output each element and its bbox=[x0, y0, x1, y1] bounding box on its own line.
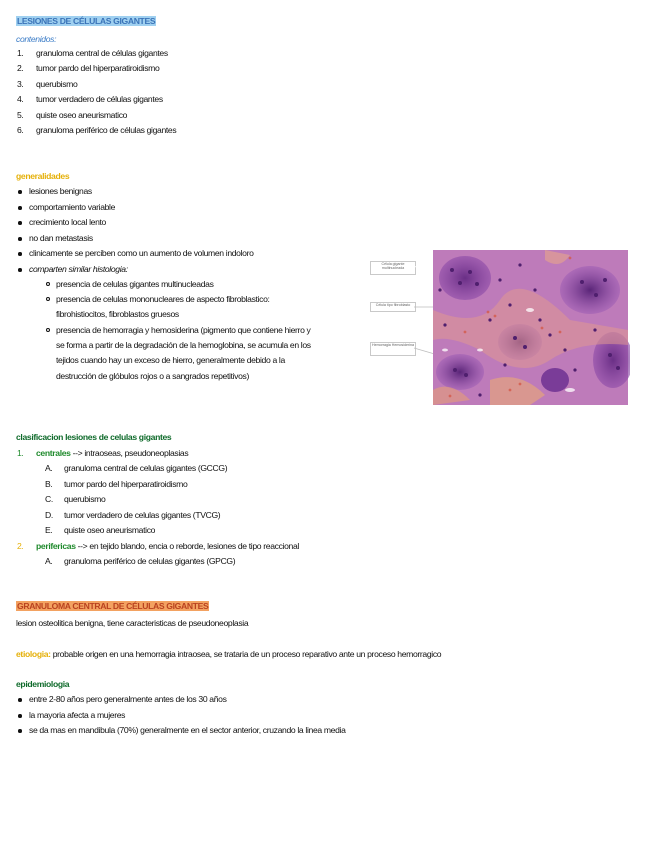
list-item: crecimiento local lento bbox=[29, 217, 106, 227]
centrales-label: centrales bbox=[36, 448, 71, 458]
perifericas-label: perifericas bbox=[36, 541, 76, 551]
list-item: granuloma central de celulas gigantes (GCCG) bbox=[64, 463, 228, 473]
list-item: granuloma periférico de celulas gigantes (GPCG) bbox=[64, 556, 236, 566]
list-letter: A. bbox=[45, 463, 53, 473]
sub-list-item: presencia de hemorragia y hemosiderina (pigmento que contiene hierro y bbox=[56, 325, 311, 335]
list-item: se da mas en mandibula (70%) generalmente en el sector anterior, cruzando la linea media bbox=[29, 725, 346, 735]
list-item-centrales bbox=[36, 448, 188, 458]
list-item: no dan metastasis bbox=[29, 233, 93, 243]
bullet-icon bbox=[18, 268, 22, 272]
list-letter: B. bbox=[45, 479, 53, 489]
sub-list-item: presencia de celulas mononucleares de aspecto fibroblastico: bbox=[56, 294, 270, 304]
bullet-icon bbox=[18, 729, 22, 733]
list-item: quiste oseo aneurismatico bbox=[36, 110, 128, 120]
bullet-icon bbox=[18, 237, 22, 241]
circle-bullet-icon bbox=[46, 328, 50, 332]
list-item-histology: comparten similar histologia: bbox=[29, 264, 128, 274]
list-item-perifericas bbox=[36, 541, 299, 551]
list-number: 3. bbox=[17, 79, 24, 89]
circle-bullet-icon bbox=[46, 282, 50, 286]
etiology-text: probable origen en una hemorragia intraosea, se trataria de un proceso reparativo ante un proceso hemorragico bbox=[50, 649, 442, 659]
list-number: 1. bbox=[17, 48, 24, 58]
bullet-icon bbox=[18, 190, 22, 194]
list-number: 4. bbox=[17, 94, 24, 104]
list-item: querubismo bbox=[36, 79, 78, 89]
perifericas-desc: --> en tejido blando, encia o reborde, lesiones de tipo reaccional bbox=[75, 541, 299, 551]
list-item: comportamiento variable bbox=[29, 202, 116, 212]
list-item: tumor verdadero de celulas gigantes (TVCG) bbox=[64, 510, 221, 520]
list-item: lesiones benignas bbox=[29, 186, 92, 196]
centrales-desc: --> intraoseas, pseudoneoplasias bbox=[70, 448, 189, 458]
bullet-icon bbox=[18, 221, 22, 225]
bullet-icon bbox=[18, 206, 22, 210]
section-heading-clasificacion: clasificacion lesiones de celulas gigantes bbox=[16, 432, 172, 442]
list-number: 2. bbox=[17, 541, 24, 551]
figure-label: Célula tipo fibroblasto bbox=[370, 302, 416, 312]
section-heading-gccg: GRANULOMA CENTRAL DE CÉLULAS GIGANTES bbox=[17, 601, 209, 611]
list-letter: E. bbox=[45, 525, 53, 535]
etiology-line bbox=[16, 649, 441, 659]
figure-label: Célula gigante multinucleada bbox=[370, 261, 416, 275]
list-item: tumor pardo del hiperparatiroidismo bbox=[36, 63, 160, 73]
bullet-icon bbox=[18, 714, 22, 718]
section-heading-generalidades: generalidades bbox=[16, 171, 70, 181]
sub-list-item-cont: tejidos cuando hay un exceso de hierro, generalmente debido a la bbox=[56, 355, 285, 365]
list-item: querubismo bbox=[64, 494, 106, 504]
list-number: 2. bbox=[17, 63, 24, 73]
list-letter: D. bbox=[45, 510, 53, 520]
list-item: tumor verdadero de células gigantes bbox=[36, 94, 163, 104]
sub-list-item-cont: destrucción de glóbulos rojos o a sangrados repetitivos) bbox=[56, 371, 249, 381]
sub-list-item-cont: fibrohistiocitos, fibroblastos gruesos bbox=[56, 309, 179, 319]
histology-micrograph bbox=[370, 250, 630, 406]
bullet-icon bbox=[18, 252, 22, 256]
list-number: 1. bbox=[17, 448, 24, 458]
list-item: granuloma central de células gigantes bbox=[36, 48, 168, 58]
circle-bullet-icon bbox=[46, 297, 50, 301]
list-item: entre 2-80 años pero generalmente antes de los 30 años bbox=[29, 694, 227, 704]
list-number: 5. bbox=[17, 110, 24, 120]
list-item: clinicamente se perciben como un aumento de volumen indoloro bbox=[29, 248, 254, 258]
page-title: LESIONES DE CÉLULAS GIGANTES bbox=[17, 16, 156, 26]
section-heading-epidemiologia: epidemiologia bbox=[16, 679, 70, 689]
bullet-icon bbox=[18, 698, 22, 702]
list-item: granuloma periférico de células gigantes bbox=[36, 125, 177, 135]
list-number: 6. bbox=[17, 125, 24, 135]
list-letter: C. bbox=[45, 494, 53, 504]
list-item: la mayoria afecta a mujeres bbox=[29, 710, 126, 720]
list-item: tumor pardo del hiperparatiroidismo bbox=[64, 479, 188, 489]
figure-label: Hemorragia Hemosiderina bbox=[370, 342, 416, 356]
sub-list-item-cont: se forma a partir de la degradación de la hemoglobina, se acumula en los bbox=[56, 340, 311, 350]
contents-label: contenidos: bbox=[16, 34, 57, 44]
list-item: quiste oseo aneurismatico bbox=[64, 525, 156, 535]
sub-list-item: presencia de celulas gigantes multinucleadas bbox=[56, 279, 214, 289]
gccg-description: lesion osteolitica benigna, tiene caracteristicas de pseudoneoplasia bbox=[16, 618, 249, 628]
etiology-label: etiologia: bbox=[16, 649, 51, 659]
list-letter: A. bbox=[45, 556, 53, 566]
